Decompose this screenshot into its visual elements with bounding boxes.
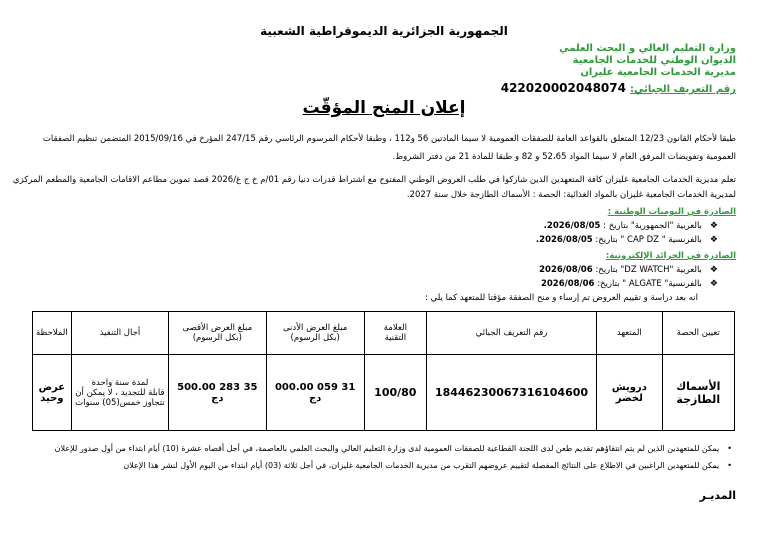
electronic-publications-heading: الصادرة في الجرائد الإلكترونية: <box>605 251 736 261</box>
cell-min-offer: 31 059 000.00 دج <box>266 355 364 431</box>
header-deadline: أجال التنفيذ <box>71 312 168 355</box>
cell-lot: الأسماك الطازجة <box>662 355 735 431</box>
publication-text: بالفرنسية " CAP DZ " بتاريخ: <box>595 235 702 245</box>
director-signature: المديـر <box>699 489 736 502</box>
diamond-bullet-icon: ❖ <box>709 265 718 275</box>
publication-text: بالعربية "الجمهورية" بتاريخ : <box>603 221 702 231</box>
diamond-bullet-icon: ❖ <box>709 279 718 289</box>
body-paragraph-line-2: العمومية وتفويضات المرفق العام لا سيما المواد 52،65 و 82 و طبقا للمادة 21 من دفتر الشروط. <box>392 152 736 162</box>
publication-item <box>539 265 718 275</box>
fiscal-id-label: رقم التعريف الجبائي: <box>629 84 736 95</box>
publication-item <box>541 279 718 289</box>
header-tax-id: رقم التعريف الجبائي <box>426 312 596 355</box>
header-min-offer: مبلغ العرض الأدنى (بكل الرسوم) <box>266 312 364 355</box>
publication-date: 2026/08/06 <box>539 265 593 275</box>
award-table <box>32 311 735 431</box>
header-notes: الملاحظة <box>33 312 72 355</box>
publication-date: 2026/08/05. <box>535 235 593 245</box>
body-paragraph-line-4: لمديرية الخدمات الجامعية غليزان بالمواد الغذائية: الحصة : الأسماك الطازجة خلال سنة 2027. <box>406 190 736 200</box>
body-paragraph-line-1: طبقا لأحكام القانون 12/23 المتعلق بالقواعد العامة للصفقات العمومية لا سيما المادتين 56 و112 ، وطبقا لأحكام المرسوم الرئاسي رقم 247/15 المؤرخ في 2015/09/16 المتضمن تنظيم الصفقات <box>42 134 736 144</box>
diamond-bullet-icon: ❖ <box>709 235 718 245</box>
cell-bidder: درويش لخضر <box>597 355 662 431</box>
table-header-row <box>33 312 735 355</box>
bullet-icon: • <box>727 444 732 453</box>
diamond-bullet-icon: ❖ <box>709 221 718 231</box>
ministry-line-1: وزارة التعليم العالي و البحث العلمي <box>559 43 736 54</box>
footer-note-2: •يمكن للمتعهدين الراغبين في الاطلاع على النتائج المفصلة لتقييم عروضهم التقرب من مديرية الخدمات الجامعية غليزان، في أجل ثلاثة (03) أيام ابتداء من اليوم الأول لنشر هذا الإعلان <box>123 461 732 470</box>
publication-text: بالعربية "DZ WATCH" بتاريخ: <box>595 265 702 275</box>
header-bidder: المتعهد <box>597 312 662 355</box>
publication-text: بالفرنسية" ALGATE " بتاريخ: <box>597 279 702 289</box>
page-title: إعلان المنح المؤقّت <box>302 98 466 118</box>
publication-item <box>536 235 718 245</box>
bullet-icon: • <box>727 461 732 470</box>
footer-note-1: •يمكن للمتعهدين الذين لم يتم انتقاؤهم تقديم طعن لدى اللجنة القطاعية للصفقات العمومية لدى وزارة التعليم العالي والبحث العلمي بالعاصمة، في أجل أقصاه عشرة (10) أيام ابتداء من أول صدور للإعلان <box>54 444 732 453</box>
publication-date: 2026/08/06 <box>540 279 595 289</box>
cell-tax-id: 18446230067316104600 <box>426 355 596 431</box>
ministry-line-3: مديرية الخدمات الجامعية غليزان <box>580 67 736 78</box>
header-score: العلامة التقنية <box>364 312 426 355</box>
cell-max-offer: 35 283 500.00 دج <box>169 355 266 431</box>
republic-heading: الجمهورية الجزائرية الديموقراطية الشعبية <box>260 24 508 38</box>
header-max-offer: مبلغ العرض الأقصى (بكل الرسوم) <box>169 312 266 355</box>
body-paragraph-line-3: تعلم مديرية الخدمات الجامعية غليزان كافة المتعهدين الذين شاركوا في طلب العروض الوطني المفتوح مع اشتراط قدرات دنيا رقم 01/م خ ج غ/2026 قصد تموين مطاعم الاقامات الجامعية والمطعم المركزي <box>12 175 736 185</box>
header-lot: تعيين الحصة <box>662 312 735 355</box>
fiscal-id-number: 422020002048074 <box>500 81 626 95</box>
table-row <box>33 355 735 431</box>
fiscal-id <box>501 81 736 95</box>
cell-notes: عرض وحيد <box>33 355 72 431</box>
publication-date: 2026/08/05. <box>543 221 601 231</box>
publication-item <box>544 221 718 231</box>
national-publications-heading: الصادرة في اليوميات الوطنية : <box>607 207 736 217</box>
cell-score: 100/80 <box>364 355 426 431</box>
award-intro-text: انه بعد دراسة و تقييم العروض تم إرساء و منح الصفقة مؤقتا للمتعهد كما يلي : <box>425 293 698 303</box>
ministry-line-2: الديوان الوطني للخدمات الجامعية <box>572 55 736 66</box>
cell-deadline: لمدة سنة واحدة قابلة للتجديد ، لا يمكن أن تتجاوز خمس(05) سنوات <box>71 355 168 431</box>
